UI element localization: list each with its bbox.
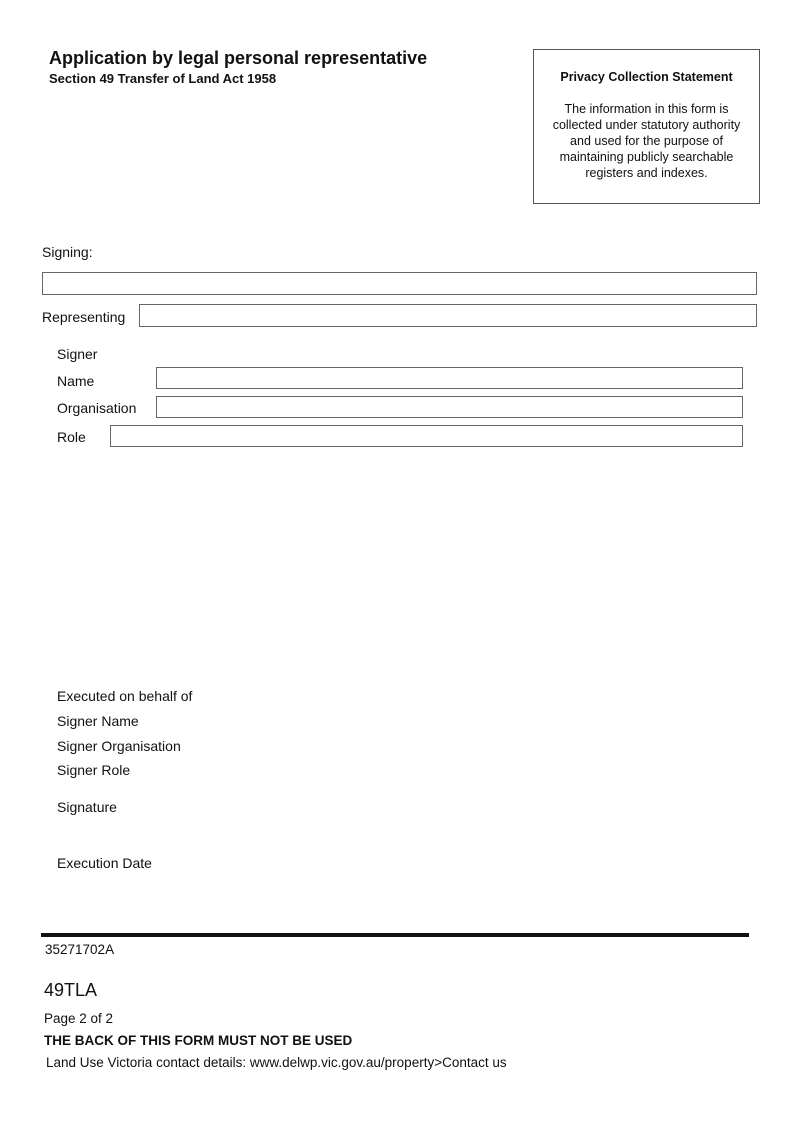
form-identifier: 49TLA	[44, 980, 98, 1000]
execution-signer-organisation-label: Signer Organisation	[57, 738, 181, 754]
contact-details: Land Use Victoria contact details: www.delwp.vic.gov.au/property>Contact us	[46, 1055, 507, 1070]
signing-label: Signing:	[42, 244, 93, 260]
privacy-statement-title: Privacy Collection Statement	[560, 70, 733, 84]
signer-name-field[interactable]	[156, 367, 743, 389]
form-subtitle: Section 49 Transfer of Land Act 1958	[49, 71, 277, 86]
signer-name-label: Name	[57, 373, 95, 389]
form-title: Application by legal personal representative	[49, 48, 428, 68]
privacy-statement-box	[533, 49, 760, 204]
execution-signer-role-label: Signer Role	[57, 762, 131, 778]
signing-field[interactable]	[42, 272, 757, 295]
footer-divider	[41, 933, 749, 937]
signer-organisation-label: Organisation	[57, 400, 137, 416]
signature-label: Signature	[57, 799, 117, 815]
execution-date-label: Execution Date	[57, 855, 152, 871]
signer-heading: Signer	[57, 346, 98, 362]
representing-field[interactable]	[139, 304, 757, 327]
signer-organisation-field[interactable]	[156, 396, 743, 418]
signer-role-label: Role	[57, 429, 86, 445]
document-code: 35271702A	[45, 942, 115, 957]
page-number: Page 2 of 2	[44, 1011, 114, 1026]
signer-role-field[interactable]	[110, 425, 743, 447]
executed-on-behalf-label: Executed on behalf of	[57, 688, 193, 704]
back-of-form-warning: THE BACK OF THIS FORM MUST NOT BE USED	[44, 1033, 353, 1048]
execution-signer-name-label: Signer Name	[57, 713, 139, 729]
representing-label: Representing	[42, 309, 126, 325]
privacy-statement-text: The information in this form is collected under statutory authority and used for the purpose of maintaining publicly searchable registers and indexes.	[552, 102, 741, 180]
